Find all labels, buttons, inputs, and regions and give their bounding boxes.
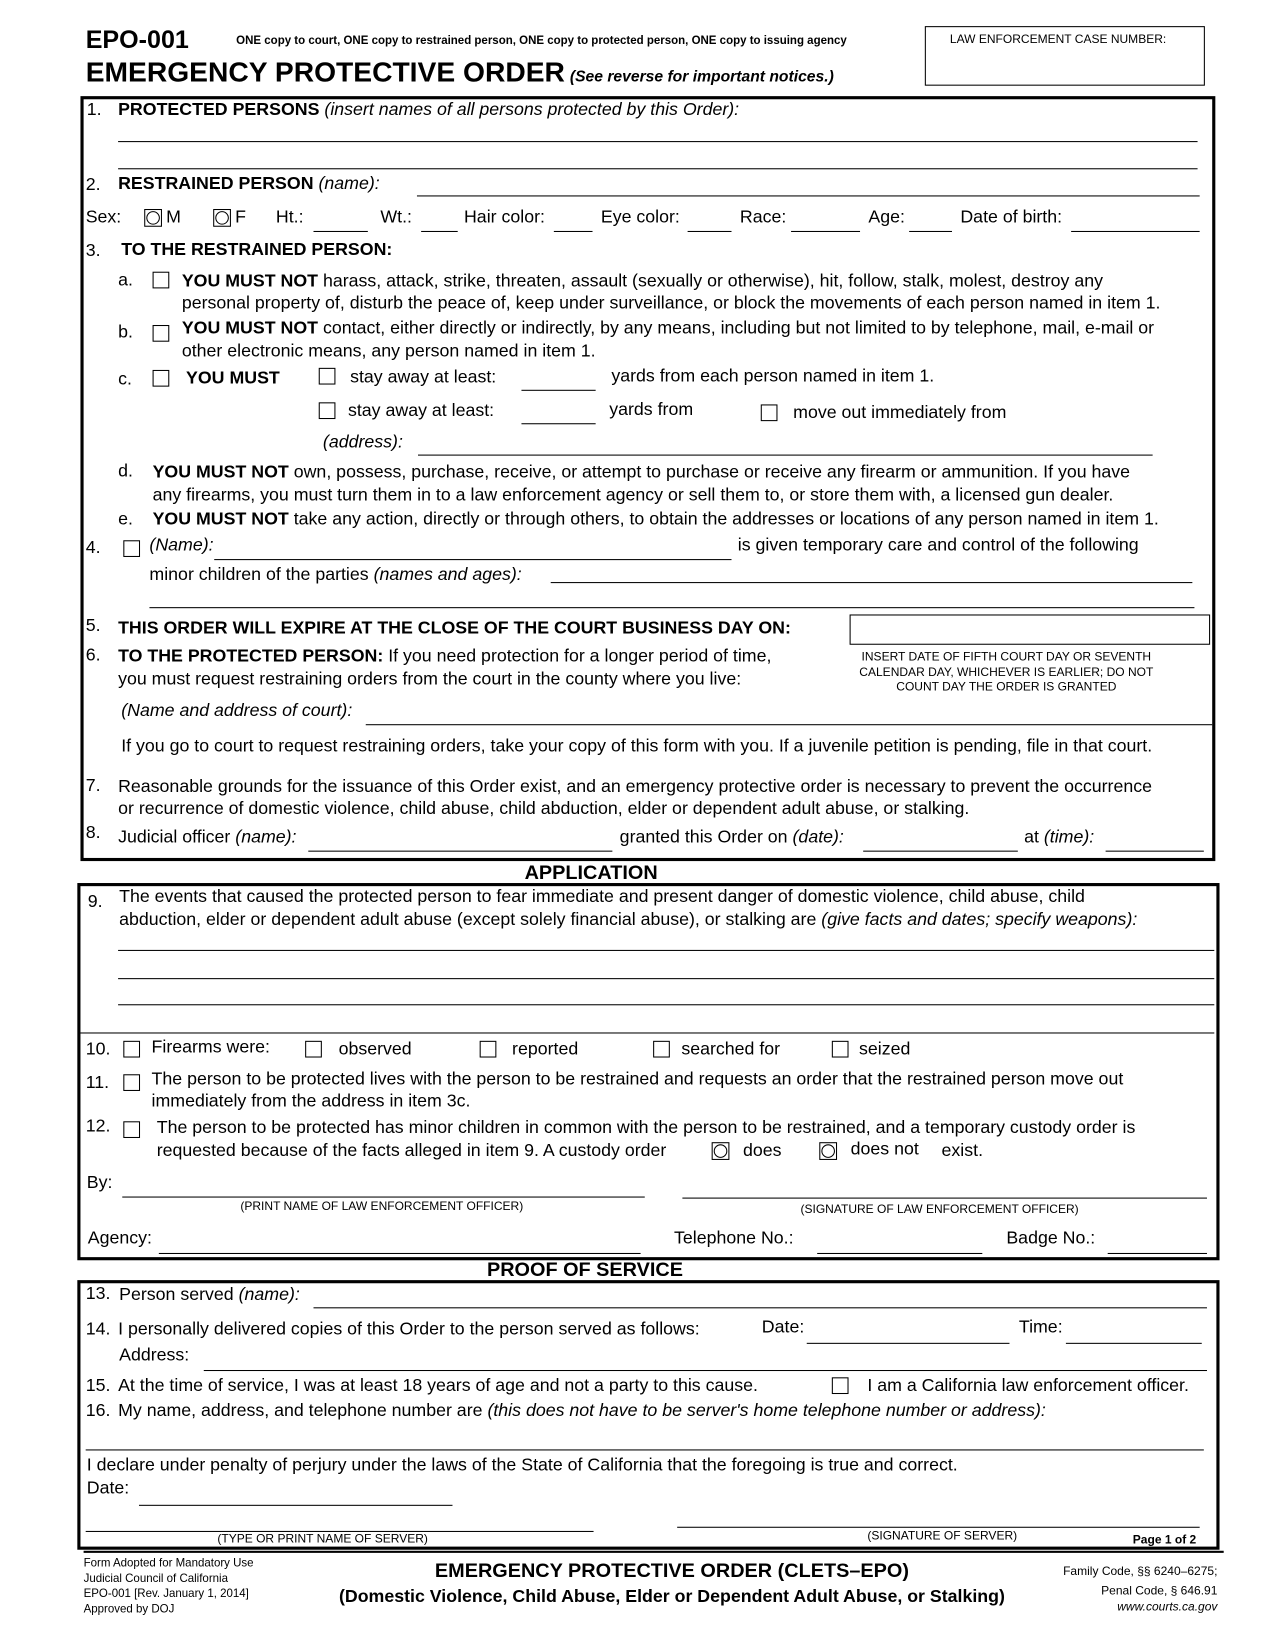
item-15-text: At the time of service, I was at least 18 years of age and not a party to this cause.: [118, 1375, 758, 1396]
service-address-label: Address:: [119, 1344, 190, 1365]
title-text: EMERGENCY PROTECTIVE ORDER: [85, 56, 565, 88]
text: contact, either directly or indirectly, by any means, including but not limited to by telephone, mail, e-mail or: [322, 317, 1155, 338]
item-11-number: 11.: [85, 1072, 110, 1093]
person-served-label: [119, 1284, 300, 1305]
stay-away-label-2: stay away at least:: [347, 400, 495, 421]
item-3d-letter: d.: [118, 460, 133, 481]
item-8-number: 8.: [85, 822, 101, 843]
law-officer-label: I am a California law enforcement officer.: [867, 1375, 1189, 1396]
item-12-checkbox[interactable]: [123, 1121, 140, 1138]
custody-does-not-radio[interactable]: [819, 1142, 837, 1160]
court-field[interactable]: [366, 724, 1212, 725]
footer-divider: [84, 1551, 1224, 1553]
move-out-label: move out immediately from: [793, 402, 1007, 423]
dob-label: Date of birth:: [960, 206, 1063, 227]
telephone-label: Telephone No.:: [674, 1227, 794, 1248]
footer-line: EPO-001 [Rev. January 1, 2014]: [83, 1587, 249, 1600]
item-5-number: 5.: [85, 615, 101, 636]
custodian-name-field[interactable]: [214, 559, 731, 560]
observed-checkbox[interactable]: [305, 1041, 322, 1058]
server-name-caption: (TYPE OR PRINT NAME OF SERVER): [217, 1533, 428, 1546]
agency-field[interactable]: [159, 1253, 641, 1254]
events-field-4[interactable]: [80, 1032, 1214, 1033]
sex-f-radio[interactable]: [213, 209, 231, 227]
footer-subtitle: (Domestic Violence, Child Abuse, Elder or Dependent Adult Abuse, or Stalking): [338, 1586, 1005, 1607]
weight-field[interactable]: [421, 231, 458, 232]
item-3b-line2: other electronic means, any person named in item 1.: [181, 340, 596, 361]
searched-label: searched for: [681, 1038, 781, 1059]
item-7-number: 7.: [85, 775, 101, 796]
by-label: By:: [86, 1172, 113, 1193]
exist-label: exist.: [941, 1140, 984, 1160]
item-11-checkbox[interactable]: [123, 1074, 140, 1091]
item-13-number: 13.: [85, 1283, 111, 1304]
events-field-1[interactable]: [118, 950, 1214, 951]
badge-field[interactable]: [1108, 1253, 1207, 1254]
race-label: Race:: [739, 206, 787, 227]
height-field[interactable]: [314, 231, 368, 232]
age-field[interactable]: [909, 231, 952, 232]
law-officer-checkbox[interactable]: [832, 1377, 849, 1394]
address-field[interactable]: [418, 455, 1153, 456]
declaration-date-label: Date:: [86, 1477, 130, 1498]
perjury-declaration: I declare under penalty of perjury under the laws of the State of California that the foregoing is true and correct.: [86, 1454, 958, 1475]
service-time-field[interactable]: [1066, 1343, 1202, 1344]
item-14-text: I personally delivered copies of this Order to the person served as follows:: [118, 1318, 700, 1339]
note: (name):: [238, 1284, 300, 1305]
expiration-label: THIS ORDER WILL EXPIRE AT THE CLOSE OF THE COURT BUSINESS DAY ON:: [118, 617, 791, 638]
item-3a-line1: [182, 271, 1103, 292]
stay-away-label: stay away at least:: [350, 366, 497, 387]
item-1: [87, 99, 102, 120]
item-4-number: 4.: [85, 537, 101, 557]
bold: YOU MUST NOT: [152, 508, 289, 529]
bold: YOU MUST NOT: [181, 270, 319, 291]
item-4-checkbox[interactable]: [123, 540, 140, 557]
sex-m-label: M: [166, 206, 181, 227]
you-must-label: YOU MUST: [186, 367, 280, 388]
label: RESTRAINED PERSON: [118, 173, 314, 194]
note-line: INSERT DATE OF FIFTH COURT DAY OR SEVENTH: [861, 651, 1152, 664]
note: (this does not have to be server's home telephone number or address):: [487, 1400, 1046, 1421]
age-label: Age:: [868, 206, 905, 227]
footer-line: Judicial Council of California: [83, 1572, 229, 1585]
text: harass, attack, strike, threaten, assault (sexually or otherwise), hit, follow, stalk, molest, destroy any: [322, 270, 1104, 291]
address-label: (address):: [322, 431, 403, 452]
item-2-number: 2.: [85, 174, 101, 195]
service-address-field[interactable]: [204, 1370, 1207, 1371]
judicial-officer-label: [118, 827, 296, 848]
badge-label: Badge No.:: [1006, 1227, 1096, 1248]
item-16-number: 16.: [85, 1400, 111, 1421]
does-label: does: [742, 1140, 782, 1160]
service-date-field[interactable]: [807, 1343, 1010, 1344]
officer-name-caption: (PRINT NAME OF LAW ENFORCEMENT OFFICER): [240, 1200, 524, 1214]
item-3b-letter: b.: [118, 321, 133, 342]
move-out-checkbox[interactable]: [761, 404, 778, 421]
text: Person served: [119, 1284, 234, 1305]
granted-time-field[interactable]: [1106, 851, 1204, 852]
juvenile-note: If you go to court to request restraining orders, take your copy of this form with you. If a juvenile petition is pending, file in that court.: [121, 735, 1153, 756]
item-number: 1.: [86, 99, 102, 120]
weight-label: Wt.:: [380, 206, 412, 227]
seized-label: seized: [858, 1038, 911, 1059]
text: own, possess, purchase, receive, or attempt to purchase or receive any firearm or ammunition. If you have: [293, 461, 1131, 482]
judicial-officer-field[interactable]: [308, 851, 612, 852]
court-label: (Name and address of court):: [121, 700, 353, 721]
bold: TO THE PROTECTED PERSON:: [118, 645, 384, 666]
item-6-line1: [118, 646, 771, 667]
item-3e-line1: [153, 509, 1159, 530]
item-3c-checkbox[interactable]: [153, 370, 170, 387]
person-served-field[interactable]: [314, 1307, 1207, 1308]
custody-does-radio[interactable]: [712, 1142, 730, 1160]
race-field[interactable]: [791, 231, 860, 232]
events-field-3[interactable]: [118, 1004, 1214, 1005]
item-3-number: 3.: [85, 240, 101, 261]
yards-from-label: yards from: [609, 399, 694, 420]
item-9-line2: [119, 909, 1137, 930]
does-not-label: does not: [850, 1139, 919, 1159]
title-note: (See reverse for important notices.): [569, 67, 834, 86]
note-line: CALENDAR DAY, WHICHEVER IS EARLIER; DO NOT: [859, 666, 1154, 679]
yards-persons-field[interactable]: [521, 390, 595, 391]
page-title: [86, 56, 834, 93]
copies-note: ONE copy to court, ONE copy to restrained person, ONE copy to protected person, ONE copy to issuing agency: [236, 34, 847, 48]
text: minor children of the parties: [149, 564, 369, 585]
footer-title: EMERGENCY PROTECTIVE ORDER (CLETS–EPO): [434, 1560, 909, 1583]
minor-children-field-2[interactable]: [149, 607, 1194, 608]
item-3d-line1: [153, 462, 1130, 483]
proof-heading: PROOF OF SERVICE: [486, 1259, 683, 1282]
item-15-number: 15.: [85, 1375, 111, 1396]
eye-color-label: Eye color:: [600, 206, 680, 227]
note: (insert names of all persons protected by this Order):: [324, 99, 740, 120]
reported-checkbox[interactable]: [480, 1041, 497, 1058]
yards-place-field[interactable]: [521, 423, 595, 424]
minor-children-label: [149, 564, 521, 585]
text: at: [1024, 826, 1039, 847]
item-3a-line2: personal property of, disturb the peace of, keep under surveillance, or block the movements of each person named in item 1.: [181, 292, 1161, 313]
page-number: Page 1 of 2: [1132, 1534, 1197, 1547]
courts-website-link[interactable]: www.courts.ca.gov: [1117, 1600, 1218, 1614]
agency-label: Agency:: [87, 1227, 152, 1248]
text: abduction, elder or dependent adult abuse (except solely financial abuse), or stalking are: [119, 909, 817, 930]
item-3b-checkbox[interactable]: [153, 325, 170, 342]
footer-line: Form Adopted for Mandatory Use: [83, 1557, 254, 1570]
item-12-line1: The person to be protected has minor children in common with the person to be restrained, and a temporary custody order is: [156, 1117, 1136, 1137]
height-label: Ht.:: [275, 206, 304, 227]
stay-away-persons-checkbox[interactable]: [319, 368, 336, 385]
family-code: Family Code, §§ 6240–6275;: [1063, 1565, 1218, 1578]
item-6-number: 6.: [85, 644, 101, 665]
item-3d-line2: any firearms, you must turn them in to a law enforcement agency or sell them to, or store them with, a licensed gun dealer.: [152, 484, 1114, 505]
minor-children-field[interactable]: [551, 582, 1193, 583]
item-11-line2: immediately from the address in item 3c.: [151, 1090, 471, 1111]
telephone-field[interactable]: [817, 1253, 982, 1254]
sex-m-radio[interactable]: [144, 209, 162, 227]
sex-label: Sex:: [85, 206, 122, 227]
item-3c-letter: c.: [118, 368, 132, 389]
item-7-line1: Reasonable grounds for the issuance of this Order exist, and an emergency protective order is necessary to prevent the occurrence: [118, 776, 1152, 797]
text: My name, address, and telephone number are: [118, 1400, 483, 1421]
application-heading: APPLICATION: [524, 862, 658, 885]
hair-color-label: Hair color:: [463, 206, 545, 227]
observed-label: observed: [338, 1038, 412, 1059]
item-6-line2: you must request restraining orders from the court in the county where you live:: [118, 668, 742, 689]
item-3e-letter: e.: [118, 508, 133, 529]
form-id: EPO-001: [85, 26, 189, 55]
item-12-number: 12.: [85, 1116, 111, 1136]
searched-checkbox[interactable]: [653, 1041, 670, 1058]
granted-date-label: [620, 827, 844, 848]
item-14-number: 14.: [85, 1318, 111, 1339]
note: (give facts and dates; specify weapons):: [821, 909, 1138, 930]
item-12-line2: requested because of the facts alleged in item 9. A custody order: [156, 1140, 667, 1160]
name-label: (Name):: [149, 535, 214, 555]
text: take any action, directly or through others, to obtain the addresses or locations of any person named in item 1.: [293, 508, 1159, 529]
dob-field[interactable]: [1071, 231, 1200, 232]
item-9-number: 9.: [87, 891, 103, 912]
declaration-date-field[interactable]: [139, 1505, 453, 1506]
footer-line: Approved by DOJ: [83, 1602, 175, 1616]
server-info-field[interactable]: [86, 1449, 1204, 1450]
item-9-line1: The events that caused the protected person to fear immediate and present danger of domestic violence, child abuse, child: [119, 886, 1085, 907]
note-line: COUNT DAY THE ORDER IS GRANTED: [896, 681, 1117, 694]
officer-signature-field[interactable]: [682, 1198, 1207, 1199]
officer-signature-caption: (SIGNATURE OF LAW ENFORCEMENT OFFICER): [800, 1203, 1079, 1217]
yards-persons-label: yards from each person named in item 1.: [611, 365, 935, 386]
text: If you need protection for a longer period of time,: [388, 645, 772, 666]
service-date-label: Date:: [761, 1316, 805, 1337]
footer-left: [84, 1556, 254, 1617]
note: (names and ages):: [373, 564, 522, 585]
granted-date-field[interactable]: [863, 851, 1018, 852]
note: (name):: [318, 173, 380, 194]
text: granted this Order on: [619, 826, 788, 847]
item-10-number: 10.: [85, 1038, 111, 1059]
granted-time-label: [1024, 827, 1094, 848]
item-16-text: [118, 1400, 1046, 1421]
reported-label: reported: [512, 1038, 579, 1059]
note: (time):: [1043, 826, 1095, 847]
footer-right: [1008, 1564, 1217, 1615]
item-3b-line1: [182, 318, 1154, 339]
eye-color-field[interactable]: [688, 231, 732, 232]
server-signature-field[interactable]: [677, 1527, 1199, 1528]
item-11-line1: The person to be protected lives with the person to be restrained and requests an order that the restrained person move out: [151, 1069, 1124, 1089]
case-number-label: LAW ENFORCEMENT CASE NUMBER:: [949, 33, 1167, 46]
protected-persons-field[interactable]: [118, 141, 1197, 142]
hair-color-field[interactable]: [554, 231, 593, 232]
penal-code: Penal Code, § 646.91: [1101, 1585, 1218, 1598]
protected-persons-field-2[interactable]: [118, 168, 1197, 169]
item-2-text: [118, 173, 380, 194]
events-field-2[interactable]: [118, 978, 1214, 979]
item-3a-letter: a.: [118, 269, 133, 290]
item-3-heading: TO THE RESTRAINED PERSON:: [121, 239, 393, 260]
note: (name):: [235, 826, 297, 847]
item-7-line2: or recurrence of domestic violence, child abuse, child abduction, elder or dependent adult abuse, or stalking.: [118, 798, 970, 819]
item-1-text: [118, 99, 739, 120]
seized-checkbox[interactable]: [832, 1041, 849, 1058]
text: Judicial officer: [118, 826, 231, 847]
item-3a-checkbox[interactable]: [153, 272, 170, 289]
sex-f-label: F: [235, 206, 246, 227]
server-signature-caption: (SIGNATURE OF SERVER): [867, 1529, 1018, 1543]
firearms-label: Firearms were:: [151, 1036, 270, 1057]
bold: YOU MUST NOT: [152, 461, 289, 482]
firearms-checkbox[interactable]: [123, 1041, 140, 1058]
restrained-name-field[interactable]: [417, 195, 1200, 196]
expiration-instructions: [841, 650, 1171, 695]
stay-away-place-checkbox[interactable]: [319, 402, 336, 419]
bold: YOU MUST NOT: [181, 317, 319, 338]
note: (date):: [792, 826, 844, 847]
officer-name-field[interactable]: [122, 1197, 644, 1198]
case-number-box[interactable]: [925, 26, 1205, 86]
label: PROTECTED PERSONS: [118, 99, 320, 120]
service-time-label: Time:: [1018, 1316, 1063, 1337]
expiration-date-field[interactable]: [850, 614, 1211, 644]
temporary-care-text: is given temporary care and control of the following: [737, 535, 1139, 555]
